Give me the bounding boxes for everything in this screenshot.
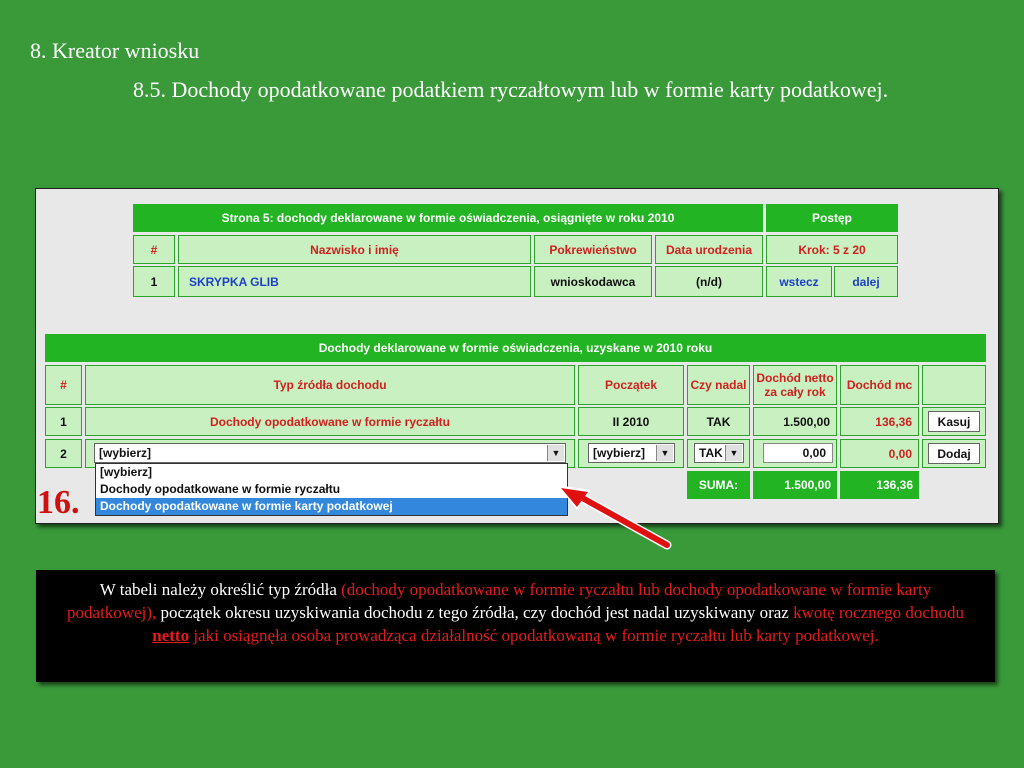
chevron-down-icon[interactable]: ▼ <box>725 445 742 461</box>
relation-value: wnioskodawca <box>534 266 652 297</box>
col-yearly-income: Dochód netto za cały rok <box>753 365 837 405</box>
row-number: 1 <box>45 407 82 436</box>
still-value: TAK <box>687 407 750 436</box>
still-select[interactable] <box>694 443 744 463</box>
person-name-link[interactable]: SKRYPKA GLIB <box>178 266 531 297</box>
step-number: 16. <box>37 484 80 521</box>
col-number: # <box>133 235 175 264</box>
dropdown-option-selected[interactable]: Dochody opodatkowane w formie karty podatkowej <box>96 498 567 515</box>
monthly-income-value: 136,36 <box>840 407 919 436</box>
income-type-value: Dochody opodatkowane w formie ryczałtu <box>85 407 575 436</box>
pointer-arrow-icon <box>555 485 675 551</box>
info-text-part: W tabeli należy określić typ źródła <box>99 580 342 599</box>
monthly-income-value: 0,00 <box>840 439 919 468</box>
col-actions <box>922 365 986 405</box>
income-type-dropdown <box>95 463 568 516</box>
table2-header: Dochody deklarowane w formie oświadczenia, uzyskane w 2010 roku <box>45 334 986 362</box>
back-link[interactable]: wstecz <box>766 266 832 297</box>
info-text-emphasis: netto <box>152 626 190 645</box>
col-still: Czy nadal <box>687 365 750 405</box>
dropdown-option[interactable]: Dochody opodatkowane w formie ryczałtu <box>100 482 341 496</box>
row-number: 1 <box>133 266 175 297</box>
dropdown-option[interactable]: [wybierz] <box>100 465 153 479</box>
step-counter: Krok: 5 z 20 <box>766 235 898 264</box>
yearly-income-input[interactable]: 0,00 <box>763 443 833 463</box>
row-number: 2 <box>45 439 82 468</box>
col-relation: Pokrewieństwo <box>534 235 652 264</box>
sum-label: SUMA: <box>687 471 750 499</box>
delete-button[interactable]: Kasuj <box>928 411 980 432</box>
info-box <box>36 570 995 682</box>
table1-header-title: Strona 5: dochody deklarowane w formie oświadczenia, osiągnięte w roku 2010 <box>133 204 763 232</box>
birthdate-value: (n/d) <box>655 266 763 297</box>
income-type-select[interactable] <box>94 443 566 463</box>
chevron-down-icon[interactable]: ▼ <box>656 445 673 461</box>
sum-yearly: 1.500,00 <box>753 471 837 499</box>
next-link[interactable]: dalej <box>834 266 898 297</box>
col-income-type: Typ źródła dochodu <box>85 365 575 405</box>
sum-monthly: 136,36 <box>840 471 919 499</box>
still-select-value: TAK <box>699 446 723 460</box>
info-text-highlight: (dochody opodatkowane w formie ryczałtu lub dochody opodatkowane w formie karty podatkowej), <box>67 580 932 622</box>
col-start: Początek <box>578 365 684 405</box>
info-text-part: początek okresu uzyskiwania dochodu z tego źródła, czy dochód jest nadal uzyskiwany oraz <box>156 603 794 622</box>
start-value: II 2010 <box>578 407 684 436</box>
slide-title: 8. Kreator wniosku <box>30 38 200 63</box>
col-number: # <box>45 365 82 405</box>
income-type-select-value: [wybierz] <box>99 446 152 460</box>
info-text-highlight: kwotę rocznego dochodu <box>793 603 964 622</box>
slide-subtitle: 8.5. Dochody opodatkowane podatkiem ryczałtowym lub w formie karty podatkowej. <box>133 77 889 102</box>
chevron-down-icon[interactable]: ▼ <box>547 445 564 461</box>
table1-header-progress: Postęp <box>766 204 898 232</box>
start-select-value: [wybierz] <box>593 446 646 460</box>
col-monthly-income: Dochód mc <box>840 365 919 405</box>
start-select[interactable] <box>588 443 675 463</box>
info-text <box>66 578 966 647</box>
add-button[interactable]: Dodaj <box>928 443 980 464</box>
col-birthdate: Data urodzenia <box>655 235 763 264</box>
info-text-highlight: jaki osiągnęła osoba prowadząca działalność opodatkowaną w formie ryczałtu lub karty podatkowej. <box>189 626 879 645</box>
yearly-income-value: 1.500,00 <box>753 407 837 436</box>
col-name: Nazwisko i imię <box>178 235 531 264</box>
